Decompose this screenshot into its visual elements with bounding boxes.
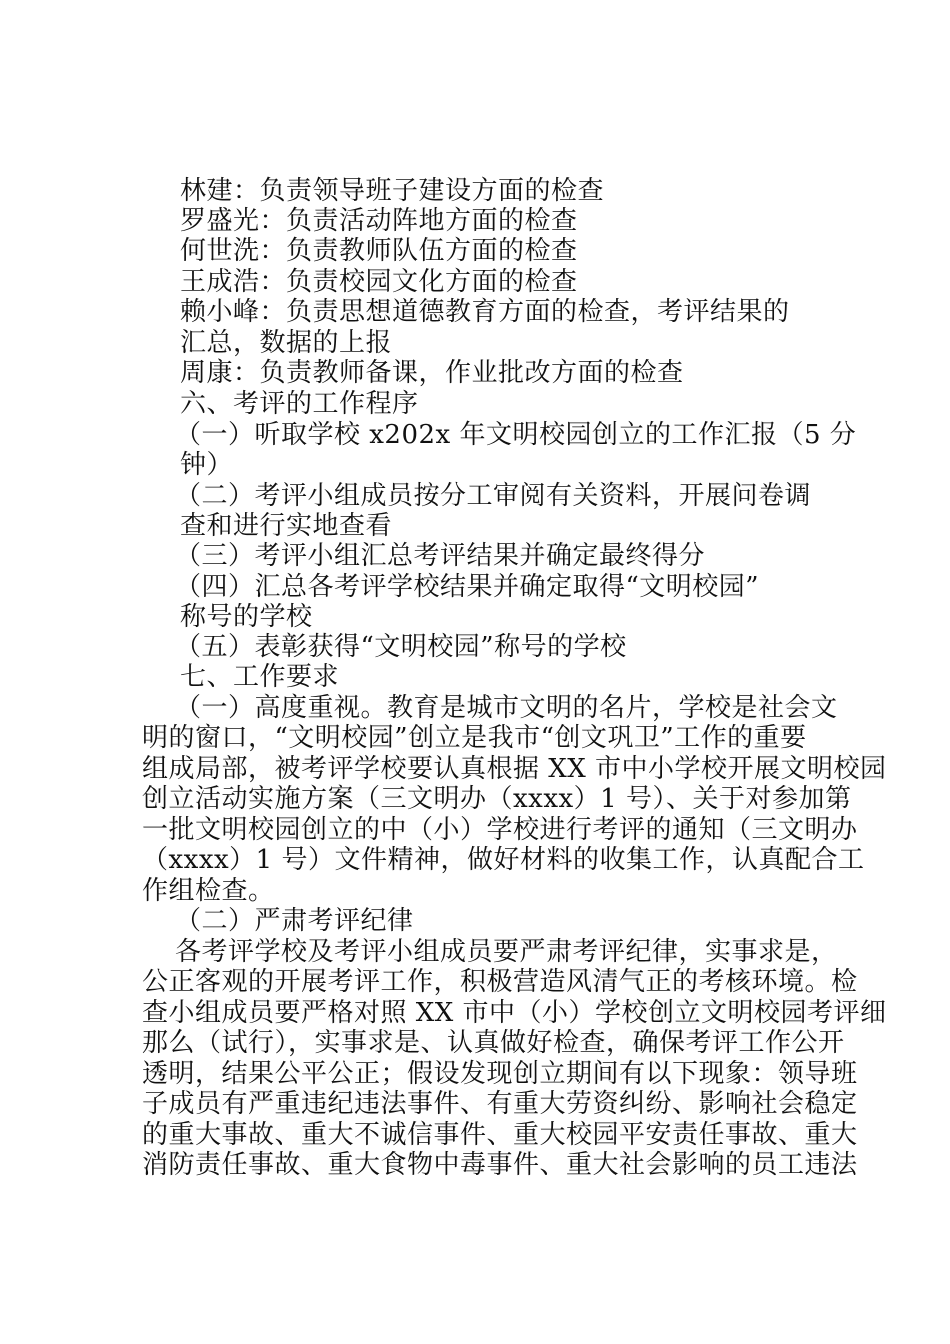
paragraph-line: 消防责任事故、重大食物中毒事件、重大社会影响的员工违法 — [142, 1150, 858, 1180]
assignment-line: 罗盛光：负责活动阵地方面的检查 — [180, 206, 578, 236]
assignment-line: 林建：负责领导班子建设方面的检查 — [180, 176, 605, 206]
assignment-line: 周康：负责教师备课，作业批改方面的检查 — [180, 358, 684, 388]
paragraph-line: 组成局部，被考评学校要认真根据 XX 市中小学校开展文明校园 — [142, 754, 887, 784]
procedure-line: 查和进行实地查看 — [180, 511, 393, 541]
paragraph-line: 透明，结果公平公正；假设发现创立期间有以下现象：领导班 — [142, 1059, 858, 1089]
paragraph-line: 创立活动实施方案（三文明办（xxxx）1 号）、关于对参加第 — [142, 784, 852, 814]
paragraph-line: 作组检查。 — [142, 876, 275, 906]
paragraph-line: （一）高度重视。教育是城市文明的名片，学校是社会文 — [175, 693, 838, 723]
assignment-line: 赖小峰：负责思想道德教育方面的检查，考评结果的 — [180, 297, 790, 327]
paragraph-line: 各考评学校及考评小组成员要严肃考评纪律，实事求是， — [175, 937, 838, 967]
paragraph-line: 的重大事故、重大不诚信事件、重大校园平安责任事故、重大 — [142, 1120, 858, 1150]
procedure-line: （三）考评小组汇总考评结果并确定最终得分 — [175, 541, 706, 571]
paragraph-line: 查小组成员要严格对照 XX 市中（小）学校创立文明校园考评细 — [142, 998, 887, 1028]
procedure-line: （二）考评小组成员按分工审阅有关资料，开展问卷调 — [175, 481, 812, 511]
paragraph-line: 子成员有严重违纪违法事件、有重大劳资纠纷、影响社会稳定 — [142, 1089, 858, 1119]
assignment-line: 汇总，数据的上报 — [180, 328, 393, 358]
paragraph-line: 明的窗口，“文明校园”创立是我市“创文巩卫”工作的重要 — [142, 723, 807, 753]
subsection-heading: （二）严肃考评纪律 — [175, 906, 414, 936]
procedure-line: （五）表彰获得“文明校园”称号的学校 — [175, 632, 627, 662]
paragraph-line: 一批文明校园创立的中（小）学校进行考评的通知（三文明办 — [142, 815, 858, 845]
section-heading: 七、工作要求 — [180, 662, 340, 692]
assignment-line: 王成浩：负责校园文化方面的检查 — [180, 267, 578, 297]
paragraph-line: 那么（试行），实事求是、认真做好检查，确保考评工作公开 — [142, 1028, 845, 1058]
procedure-line: （一）听取学校 x202x 年文明校园创立的工作汇报（5 分 — [175, 420, 857, 450]
paragraph-line: （xxxx）1 号）文件精神，做好材料的收集工作，认真配合工 — [142, 845, 865, 875]
section-heading: 六、考评的工作程序 — [180, 389, 419, 419]
procedure-line: 称号的学校 — [180, 602, 313, 632]
paragraph-line: 公正客观的开展考评工作，积极营造风清气正的考核环境。检 — [142, 967, 858, 997]
procedure-line: 钟） — [180, 450, 234, 480]
procedure-line: （四）汇总各考评学校结果并确定取得“文明校园” — [175, 572, 760, 602]
assignment-line: 何世洗：负责教师队伍方面的检查 — [180, 236, 578, 266]
